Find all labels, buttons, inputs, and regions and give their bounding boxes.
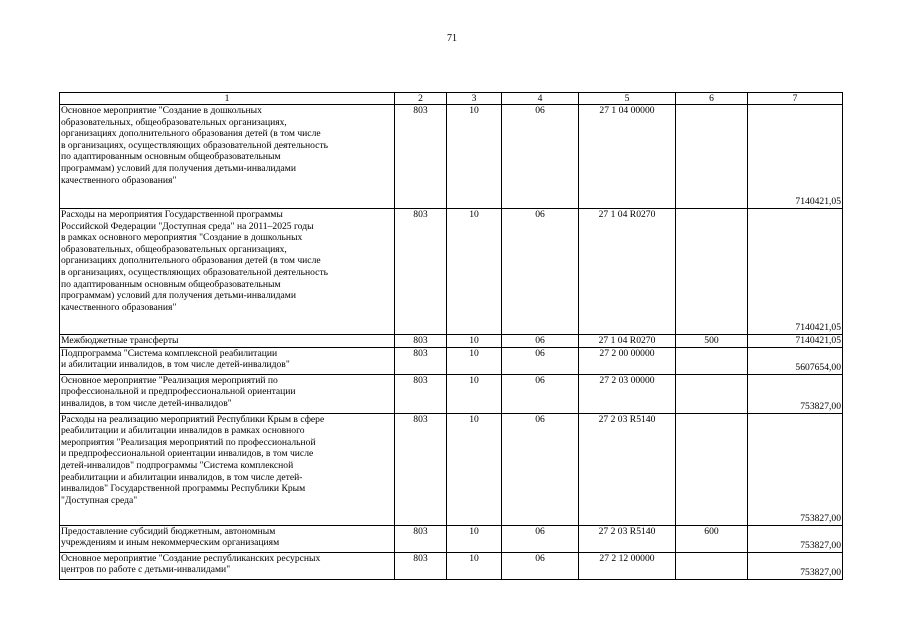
target-article-cell: 27 2 00 00000	[579, 347, 676, 374]
razdel-cell: 10	[447, 347, 502, 374]
table-row	[60, 374, 843, 413]
expense-type-cell	[676, 374, 748, 413]
row-name-cell	[60, 347, 395, 374]
row-name-line: программам) условий для получения детьми-инвалидами	[61, 290, 296, 302]
row-name-line: Расходы на реализацию мероприятий Республики Крым в сфере	[61, 413, 325, 425]
column-header: 4	[502, 93, 579, 105]
podrazdel-cell: 06	[502, 209, 579, 335]
row-name-line: в организациях, осуществляющих образовательной деятельность	[61, 139, 329, 151]
row-name-line: и абилитации инвалидов, в том числе детей-инвалидов"	[61, 359, 290, 371]
row-name-line: Предоставление субсидий бюджетным, автономным	[61, 525, 276, 537]
row-name-cell	[60, 374, 395, 413]
target-article-cell: 27 2 03 00000	[579, 374, 676, 413]
amount-cell: 7140421,05	[748, 209, 843, 335]
razdel-cell: 10	[447, 374, 502, 413]
row-name-line: инвалидов" Государственной программы Республики Крым	[61, 483, 306, 495]
row-name-line: образовательных, общеобразовательных организациях,	[61, 243, 287, 255]
column-header: 6	[676, 93, 748, 105]
podrazdel-cell: 06	[502, 374, 579, 413]
glava-cell: 803	[395, 209, 447, 335]
column-header: 1	[60, 93, 395, 105]
amount-cell: 753827,00	[748, 552, 843, 579]
column-header: 7	[748, 93, 843, 105]
razdel-cell: 10	[447, 335, 502, 348]
glava-cell: 803	[395, 552, 447, 579]
column-header: 5	[579, 93, 676, 105]
expense-type-cell: 600	[676, 525, 748, 552]
target-article-cell: 27 1 04 00000	[579, 105, 676, 209]
row-name-cell	[60, 335, 395, 348]
row-name-line: и предпрофессиональной ориентации инвалидов, в том числе	[61, 448, 314, 460]
row-name-line: по адаптированным основным общеобразовательным	[61, 151, 281, 163]
row-name-line: реабилитации и абилитации инвалидов в рамках основного	[61, 425, 305, 437]
row-name-line: по адаптированным основным общеобразовательным	[61, 278, 281, 290]
expense-type-cell	[676, 347, 748, 374]
table-row	[60, 413, 843, 525]
expense-type-cell	[676, 105, 748, 209]
podrazdel-cell: 06	[502, 413, 579, 525]
column-header: 2	[395, 93, 447, 105]
row-name-line: инвалидов, в том числе детей-инвалидов"	[61, 397, 232, 409]
row-name-line: профессиональной и предпрофессиональной ориентации	[61, 386, 296, 398]
amount-cell: 753827,00	[748, 413, 843, 525]
row-name-line: Подпрограмма "Система комплексной реабилитации	[61, 347, 278, 359]
row-name-line: качественного образования"	[61, 174, 177, 186]
column-header: 3	[447, 93, 502, 105]
expense-type-cell	[676, 209, 748, 335]
glava-cell: 803	[395, 413, 447, 525]
table-row	[60, 335, 843, 348]
podrazdel-cell: 06	[502, 525, 579, 552]
target-article-cell: 27 2 12 00000	[579, 552, 676, 579]
amount-cell: 753827,00	[748, 374, 843, 413]
row-name-line: реабилитации и абилитации инвалидов, в том числе детей-	[61, 471, 303, 483]
row-name-line: Российской Федерации "Доступная среда" на 2011–2025 годы	[61, 220, 314, 232]
table-row	[60, 347, 843, 374]
row-name-line: Основное мероприятие "Создание республиканских ресурсных	[61, 552, 321, 564]
row-name-line: программам) условий для получения детьми-инвалидами	[61, 162, 296, 174]
row-name-line: Расходы на мероприятия Государственной программы	[61, 209, 283, 220]
target-article-cell: 27 2 03 R5140	[579, 413, 676, 525]
row-name-line: организациях дополнительного образования детей (в том числе	[61, 255, 321, 267]
row-name-line: детей-инвалидов" подпрограммы "Система комплексной	[61, 459, 294, 471]
expense-type-cell	[676, 413, 748, 525]
budget-table	[59, 92, 843, 580]
glava-cell: 803	[395, 105, 447, 209]
row-name-line: мероприятия "Реализация мероприятий по профессиональной	[61, 436, 316, 448]
glava-cell: 803	[395, 335, 447, 348]
podrazdel-cell: 06	[502, 347, 579, 374]
page-number: 71	[447, 33, 457, 44]
amount-cell: 5607654,00	[748, 347, 843, 374]
row-name-line: образовательных, общеобразовательных организациях,	[61, 116, 287, 128]
glava-cell: 803	[395, 525, 447, 552]
target-article-cell: 27 1 04 R0270	[579, 335, 676, 348]
row-name-line: учреждениям и иным некоммерческим организациям	[61, 537, 280, 549]
row-name-cell	[60, 105, 395, 209]
podrazdel-cell: 06	[502, 105, 579, 209]
row-name-line: в организациях, осуществляющих образовательной деятельность	[61, 266, 329, 278]
row-name-line: в рамках основного мероприятия "Создание в дошкольных	[61, 232, 303, 244]
row-name-cell	[60, 209, 395, 335]
row-name-line: Межбюджетные трансферты	[61, 335, 179, 346]
row-name-line: Основное мероприятие "Реализация мероприятий по	[61, 374, 278, 386]
table-row	[60, 525, 843, 552]
glava-cell: 803	[395, 347, 447, 374]
razdel-cell: 10	[447, 552, 502, 579]
table-row	[60, 209, 843, 335]
podrazdel-cell: 06	[502, 552, 579, 579]
table-row	[60, 105, 843, 209]
expense-type-cell	[676, 552, 748, 579]
target-article-cell: 27 2 03 R5140	[579, 525, 676, 552]
razdel-cell: 10	[447, 105, 502, 209]
glava-cell: 803	[395, 374, 447, 413]
row-name-line: Основное мероприятие "Создание в дошкольных	[61, 105, 262, 116]
amount-cell: 7140421,05	[748, 335, 843, 348]
row-name-cell	[60, 552, 395, 579]
razdel-cell: 10	[447, 413, 502, 525]
amount-cell: 753827,00	[748, 525, 843, 552]
row-name-line: организациях дополнительного образования детей (в том числе	[61, 128, 321, 140]
amount-cell: 7140421,05	[748, 105, 843, 209]
row-name-line: качественного образования"	[61, 301, 177, 313]
podrazdel-cell: 06	[502, 335, 579, 348]
table-row	[60, 552, 843, 579]
target-article-cell: 27 1 04 R0270	[579, 209, 676, 335]
razdel-cell: 10	[447, 209, 502, 335]
table-header-row	[60, 93, 843, 105]
row-name-cell	[60, 525, 395, 552]
razdel-cell: 10	[447, 525, 502, 552]
expense-type-cell: 500	[676, 335, 748, 348]
row-name-line: "Доступная среда"	[61, 494, 138, 506]
row-name-line: центров по работе с детьми-инвалидами"	[61, 564, 231, 576]
row-name-cell	[60, 413, 395, 525]
